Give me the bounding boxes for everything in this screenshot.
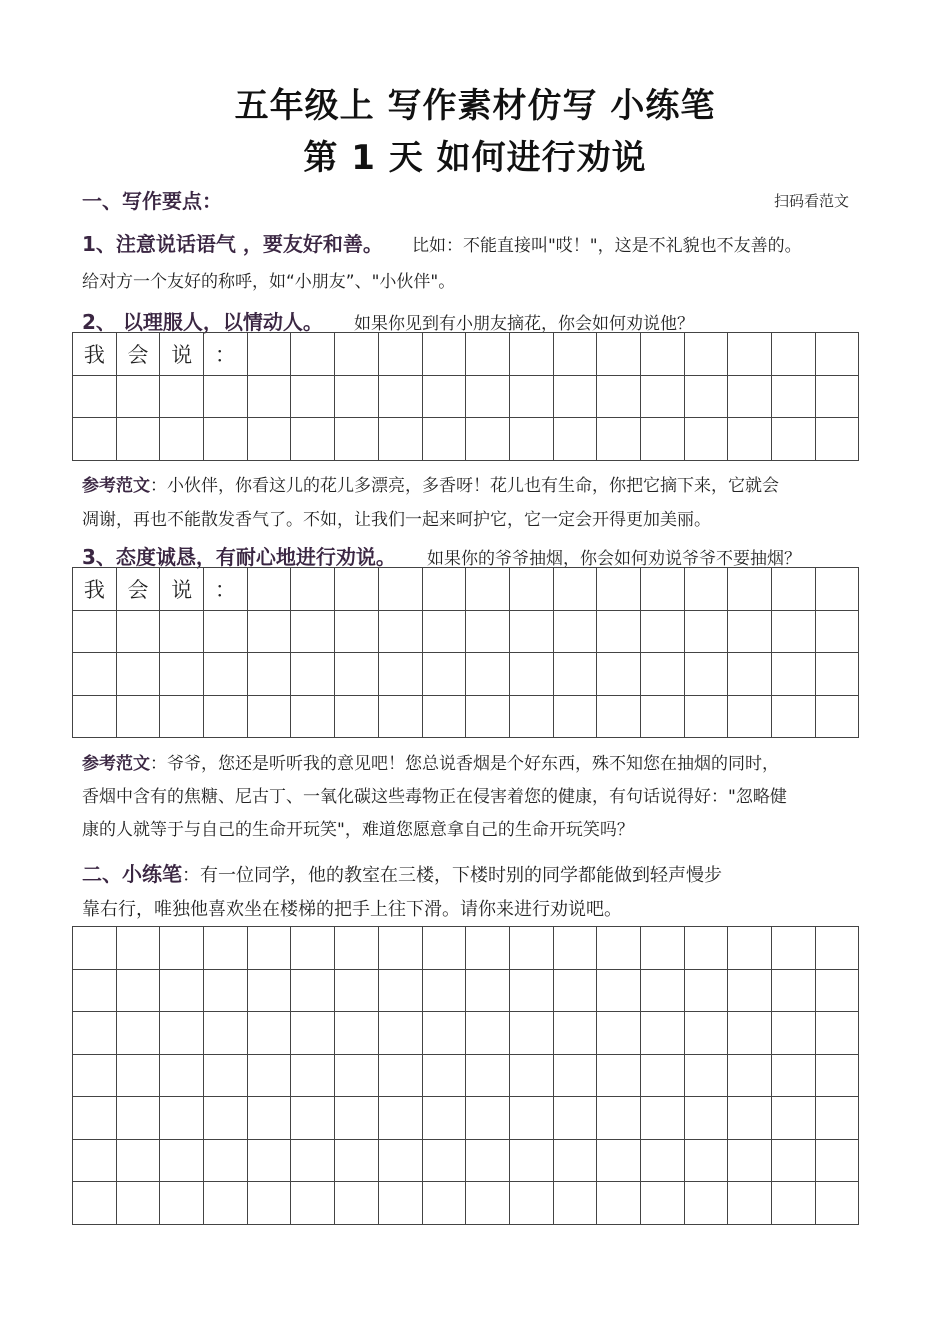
- grid-cell[interactable]: [641, 376, 685, 419]
- grid-cell[interactable]: [510, 1140, 554, 1183]
- grid-cell[interactable]: [248, 376, 292, 419]
- grid-cell[interactable]: [379, 696, 423, 739]
- writing-grid-2[interactable]: [72, 567, 859, 738]
- grid-cell[interactable]: [728, 568, 772, 611]
- grid-cell[interactable]: [466, 568, 510, 611]
- grid-cell[interactable]: [685, 1140, 729, 1183]
- grid-cell[interactable]: [685, 696, 729, 739]
- grid-cell[interactable]: [117, 1140, 161, 1183]
- grid-cell[interactable]: [160, 611, 204, 654]
- grid-cell[interactable]: [379, 1055, 423, 1098]
- grid-cell[interactable]: [335, 970, 379, 1013]
- grid-cell[interactable]: [772, 927, 816, 970]
- grid-cell[interactable]: [816, 418, 860, 461]
- grid-cell[interactable]: [772, 418, 816, 461]
- grid-cell[interactable]: [117, 970, 161, 1013]
- grid-prefix-cell: ：: [204, 333, 248, 376]
- grid-cell[interactable]: [73, 1012, 117, 1055]
- grid-cell[interactable]: [510, 1097, 554, 1140]
- grid-cell[interactable]: [510, 653, 554, 696]
- grid-cell[interactable]: [510, 418, 554, 461]
- grid-cell[interactable]: [423, 970, 467, 1013]
- grid-cell[interactable]: [597, 696, 641, 739]
- grid-prefix-cell: ：: [204, 568, 248, 611]
- grid-cell[interactable]: [423, 696, 467, 739]
- grid-cell[interactable]: [772, 1140, 816, 1183]
- grid-cell[interactable]: [73, 696, 117, 739]
- grid-cell[interactable]: [466, 1012, 510, 1055]
- grid-cell[interactable]: [685, 653, 729, 696]
- grid-cell[interactable]: [772, 1182, 816, 1225]
- grid-cell[interactable]: [73, 927, 117, 970]
- grid-cell[interactable]: [204, 1182, 248, 1225]
- grid-cell[interactable]: [641, 653, 685, 696]
- sample1-label: 参考范文: [82, 476, 150, 496]
- grid-cell[interactable]: [335, 1182, 379, 1225]
- grid-cell[interactable]: [554, 568, 598, 611]
- grid-cell[interactable]: [204, 653, 248, 696]
- grid-cell[interactable]: [73, 376, 117, 419]
- grid-cell[interactable]: [728, 927, 772, 970]
- grid-cell[interactable]: [248, 970, 292, 1013]
- grid-cell[interactable]: [204, 696, 248, 739]
- grid-cell[interactable]: [641, 1140, 685, 1183]
- grid-cell[interactable]: [597, 1097, 641, 1140]
- grid-cell[interactable]: [160, 696, 204, 739]
- grid-cell[interactable]: [510, 970, 554, 1013]
- point2: [82, 306, 694, 335]
- grid-cell[interactable]: [466, 970, 510, 1013]
- grid-cell[interactable]: [728, 970, 772, 1013]
- grid-cell[interactable]: [685, 611, 729, 654]
- grid-cell[interactable]: [423, 1012, 467, 1055]
- grid-cell[interactable]: [554, 1097, 598, 1140]
- grid-cell[interactable]: [160, 418, 204, 461]
- grid-cell[interactable]: [423, 611, 467, 654]
- grid-cell[interactable]: [554, 1140, 598, 1183]
- grid-cell[interactable]: [466, 696, 510, 739]
- grid-cell[interactable]: [641, 927, 685, 970]
- grid-cell[interactable]: [554, 1055, 598, 1098]
- grid-cell[interactable]: [204, 1055, 248, 1098]
- grid-cell[interactable]: [816, 333, 860, 376]
- grid-cell[interactable]: [335, 1055, 379, 1098]
- grid-cell[interactable]: [728, 376, 772, 419]
- grid-cell[interactable]: [291, 611, 335, 654]
- grid-cell[interactable]: [597, 1140, 641, 1183]
- grid-prefix-cell: 我: [73, 333, 117, 376]
- grid-cell[interactable]: [423, 418, 467, 461]
- grid-cell[interactable]: [117, 696, 161, 739]
- grid-cell[interactable]: [248, 696, 292, 739]
- grid-cell[interactable]: [423, 653, 467, 696]
- grid-cell[interactable]: [291, 1182, 335, 1225]
- grid-cell[interactable]: [248, 418, 292, 461]
- writing-grid-3[interactable]: [72, 926, 859, 1225]
- point1-text-continued: 给对方一个友好的称呼，如“小朋友”、"小伙伴"。: [82, 272, 456, 292]
- grid-cell[interactable]: [772, 611, 816, 654]
- grid-cell[interactable]: [597, 653, 641, 696]
- page-subtitle: 第 1 天 如何进行劝说: [303, 138, 647, 178]
- grid-cell[interactable]: [423, 1182, 467, 1225]
- grid-cell[interactable]: [73, 1140, 117, 1183]
- grid-cell[interactable]: [466, 418, 510, 461]
- grid-cell[interactable]: [816, 611, 860, 654]
- grid-cell[interactable]: [466, 1140, 510, 1183]
- grid-cell[interactable]: [379, 1182, 423, 1225]
- grid-cell[interactable]: [291, 1140, 335, 1183]
- grid-cell[interactable]: [466, 611, 510, 654]
- grid-cell[interactable]: [73, 418, 117, 461]
- grid-cell[interactable]: [772, 970, 816, 1013]
- grid-cell[interactable]: [554, 333, 598, 376]
- grid-cell[interactable]: [117, 927, 161, 970]
- point1-text: 比如：不能直接叫"哎！"，这是不礼貌也不友善的。: [411, 236, 802, 256]
- grid-cell[interactable]: [335, 376, 379, 419]
- grid-cell[interactable]: [641, 1097, 685, 1140]
- grid-cell[interactable]: [291, 927, 335, 970]
- section2-label: 二、小练笔: [82, 862, 182, 886]
- grid-cell[interactable]: [510, 611, 554, 654]
- grid-prefix-cell: 说: [160, 333, 204, 376]
- grid-cell[interactable]: [291, 418, 335, 461]
- grid-cell[interactable]: [597, 1055, 641, 1098]
- grid-cell[interactable]: [204, 1140, 248, 1183]
- grid-cell[interactable]: [248, 1182, 292, 1225]
- grid-cell[interactable]: [117, 1182, 161, 1225]
- grid-cell[interactable]: [772, 696, 816, 739]
- point2-prompt: 如果你见到有小朋友摘花，你会如何劝说他？: [353, 314, 694, 334]
- grid-cell[interactable]: [641, 1055, 685, 1098]
- grid-cell[interactable]: [772, 376, 816, 419]
- point3: [82, 541, 801, 570]
- grid-cell[interactable]: [335, 333, 379, 376]
- grid-cell[interactable]: [816, 376, 860, 419]
- grid-cell[interactable]: [160, 1182, 204, 1225]
- section2-line2: 靠右行，唯独他喜欢坐在楼梯的把手上往下滑。请你来进行劝说吧。: [82, 899, 622, 920]
- grid-cell[interactable]: [204, 1097, 248, 1140]
- grid-cell[interactable]: [248, 1012, 292, 1055]
- grid-cell[interactable]: [423, 1140, 467, 1183]
- grid-cell[interactable]: [685, 1012, 729, 1055]
- grid-cell[interactable]: [379, 970, 423, 1013]
- grid-cell[interactable]: [554, 1182, 598, 1225]
- grid-cell[interactable]: [117, 376, 161, 419]
- grid-cell[interactable]: [379, 611, 423, 654]
- grid-cell[interactable]: [685, 418, 729, 461]
- grid-cell[interactable]: [423, 927, 467, 970]
- grid-cell[interactable]: [685, 927, 729, 970]
- grid-cell[interactable]: [641, 568, 685, 611]
- section2-line1: [82, 858, 722, 892]
- grid-cell[interactable]: [291, 1097, 335, 1140]
- sample2-line3: 康的人就等于与自己的生命开玩笑"，难道您愿意拿自己的生命开玩笑吗？: [82, 820, 634, 840]
- grid-cell[interactable]: [597, 418, 641, 461]
- grid-cell[interactable]: [772, 1055, 816, 1098]
- grid-cell[interactable]: [597, 376, 641, 419]
- grid-cell[interactable]: [204, 611, 248, 654]
- grid-cell[interactable]: [554, 611, 598, 654]
- grid-cell[interactable]: [160, 1012, 204, 1055]
- grid-cell[interactable]: [728, 1012, 772, 1055]
- grid-cell[interactable]: [248, 611, 292, 654]
- grid-cell[interactable]: [510, 376, 554, 419]
- grid-cell[interactable]: [510, 1012, 554, 1055]
- grid-cell[interactable]: [772, 653, 816, 696]
- grid-cell[interactable]: [685, 1097, 729, 1140]
- grid-cell[interactable]: [728, 1182, 772, 1225]
- grid-prefix-cell: 我: [73, 568, 117, 611]
- grid-cell[interactable]: [423, 376, 467, 419]
- grid-cell[interactable]: [641, 1012, 685, 1055]
- sample2-line2: 香烟中含有的焦糖、尼古丁、一氧化碳这些毒物正在侵害着您的健康，有句话说得好："忽略健: [82, 787, 787, 807]
- grid-cell[interactable]: [379, 418, 423, 461]
- grid-cell[interactable]: [466, 653, 510, 696]
- grid-cell[interactable]: [291, 696, 335, 739]
- grid-cell[interactable]: [248, 1097, 292, 1140]
- grid-cell[interactable]: [291, 970, 335, 1013]
- grid-cell[interactable]: [204, 418, 248, 461]
- grid-cell[interactable]: [685, 376, 729, 419]
- point3-heading: 3、态度诚恳，有耐心地进行劝说。: [82, 545, 396, 569]
- grid-cell[interactable]: [466, 1097, 510, 1140]
- grid-cell[interactable]: [597, 333, 641, 376]
- point2-heading: 2、 以理服人，以情动人。: [82, 310, 323, 334]
- grid-cell[interactable]: [728, 696, 772, 739]
- grid-cell[interactable]: [816, 970, 860, 1013]
- grid-cell[interactable]: [772, 333, 816, 376]
- grid-cell[interactable]: [291, 568, 335, 611]
- grid-cell[interactable]: [510, 1055, 554, 1098]
- grid-cell[interactable]: [510, 568, 554, 611]
- grid-cell[interactable]: [248, 1055, 292, 1098]
- grid-cell[interactable]: [335, 696, 379, 739]
- grid-cell[interactable]: [423, 1055, 467, 1098]
- grid-cell[interactable]: [554, 970, 598, 1013]
- grid-cell[interactable]: [685, 1055, 729, 1098]
- grid-cell[interactable]: [335, 1012, 379, 1055]
- section2-text1: ：有一位同学，他的教室在三楼，下楼时别的同学都能做到轻声慢步: [182, 865, 722, 886]
- grid-cell[interactable]: [728, 611, 772, 654]
- grid-cell[interactable]: [510, 927, 554, 970]
- point3-prompt: 如果你的爷爷抽烟，你会如何劝说爷爷不要抽烟？: [427, 549, 802, 569]
- grid-cell[interactable]: [117, 1097, 161, 1140]
- grid-cell[interactable]: [772, 1097, 816, 1140]
- grid-cell[interactable]: [291, 653, 335, 696]
- grid-cell[interactable]: [291, 1012, 335, 1055]
- grid-cell[interactable]: [685, 970, 729, 1013]
- grid-cell[interactable]: [423, 1097, 467, 1140]
- grid-cell[interactable]: [73, 970, 117, 1013]
- grid-cell[interactable]: [466, 927, 510, 970]
- grid-cell[interactable]: [291, 376, 335, 419]
- grid-cell[interactable]: [772, 1012, 816, 1055]
- grid-cell[interactable]: [816, 1055, 860, 1098]
- grid-cell[interactable]: [641, 333, 685, 376]
- grid-cell[interactable]: [641, 696, 685, 739]
- grid-cell[interactable]: [816, 1097, 860, 1140]
- grid-prefix-cell: 说: [160, 568, 204, 611]
- grid-cell[interactable]: [641, 970, 685, 1013]
- grid-cell[interactable]: [816, 927, 860, 970]
- grid-cell[interactable]: [641, 611, 685, 654]
- grid-cell[interactable]: [160, 970, 204, 1013]
- grid-cell[interactable]: [73, 653, 117, 696]
- grid-cell[interactable]: [291, 1055, 335, 1098]
- grid-cell[interactable]: [597, 611, 641, 654]
- grid-cell[interactable]: [510, 1182, 554, 1225]
- grid-cell[interactable]: [117, 611, 161, 654]
- grid-cell[interactable]: [816, 568, 860, 611]
- section1-heading: 一、写作要点：: [82, 189, 222, 213]
- sample1-line1: [82, 471, 779, 496]
- grid-cell[interactable]: [728, 1097, 772, 1140]
- grid-cell[interactable]: [554, 696, 598, 739]
- grid-cell[interactable]: [554, 1012, 598, 1055]
- grid-cell[interactable]: [379, 376, 423, 419]
- grid-cell[interactable]: [554, 376, 598, 419]
- grid-cell[interactable]: [728, 653, 772, 696]
- grid-cell[interactable]: [335, 653, 379, 696]
- grid-cell[interactable]: [335, 1140, 379, 1183]
- grid-cell[interactable]: [379, 1012, 423, 1055]
- grid-cell[interactable]: [248, 653, 292, 696]
- grid-cell[interactable]: [117, 418, 161, 461]
- grid-cell[interactable]: [728, 1055, 772, 1098]
- sample2-text1: ：爷爷，您还是听听我的意见吧！您总说香烟是个好东西，殊不知您在抽烟的同时，: [150, 754, 779, 774]
- grid-cell[interactable]: [641, 418, 685, 461]
- point1: [82, 228, 802, 257]
- grid-cell[interactable]: [772, 568, 816, 611]
- sample1-text1: ：小伙伴，你看这儿的花儿多漂亮，多香呀！花儿也有生命，你把它摘下来，它就会: [150, 476, 779, 496]
- grid-cell[interactable]: [160, 1140, 204, 1183]
- grid-cell[interactable]: [466, 1182, 510, 1225]
- grid-cell[interactable]: [248, 1140, 292, 1183]
- grid-cell[interactable]: [816, 696, 860, 739]
- writing-grid-1[interactable]: [72, 332, 859, 461]
- grid-cell[interactable]: [728, 333, 772, 376]
- grid-cell[interactable]: [685, 568, 729, 611]
- grid-cell[interactable]: [248, 568, 292, 611]
- grid-cell[interactable]: [160, 653, 204, 696]
- grid-cell[interactable]: [379, 1097, 423, 1140]
- grid-cell[interactable]: [379, 653, 423, 696]
- grid-cell[interactable]: [291, 333, 335, 376]
- grid-cell[interactable]: [423, 568, 467, 611]
- grid-cell[interactable]: [248, 333, 292, 376]
- grid-cell[interactable]: [597, 568, 641, 611]
- grid-cell[interactable]: [73, 1055, 117, 1098]
- grid-cell[interactable]: [510, 333, 554, 376]
- grid-cell[interactable]: [335, 611, 379, 654]
- grid-cell[interactable]: [160, 1097, 204, 1140]
- grid-cell[interactable]: [379, 568, 423, 611]
- grid-cell[interactable]: [335, 927, 379, 970]
- grid-cell[interactable]: [510, 696, 554, 739]
- grid-cell[interactable]: [597, 1182, 641, 1225]
- grid-cell[interactable]: [160, 376, 204, 419]
- grid-cell[interactable]: [816, 1182, 860, 1225]
- grid-cell[interactable]: [597, 927, 641, 970]
- grid-cell[interactable]: [73, 611, 117, 654]
- grid-cell[interactable]: [379, 1140, 423, 1183]
- grid-cell[interactable]: [73, 1097, 117, 1140]
- grid-cell[interactable]: [597, 1012, 641, 1055]
- grid-cell[interactable]: [466, 1055, 510, 1098]
- grid-cell[interactable]: [728, 1140, 772, 1183]
- grid-cell[interactable]: [204, 1012, 248, 1055]
- grid-cell[interactable]: [117, 653, 161, 696]
- sample2-line1: [82, 749, 779, 774]
- grid-cell[interactable]: [554, 927, 598, 970]
- grid-cell[interactable]: [204, 927, 248, 970]
- grid-cell[interactable]: [379, 927, 423, 970]
- grid-cell[interactable]: [379, 333, 423, 376]
- grid-cell[interactable]: [466, 333, 510, 376]
- grid-cell[interactable]: [554, 653, 598, 696]
- grid-cell[interactable]: [466, 376, 510, 419]
- page-title: 五年级上 写作素材仿写 小练笔: [234, 86, 716, 126]
- grid-cell[interactable]: [117, 1012, 161, 1055]
- grid-cell[interactable]: [248, 927, 292, 970]
- grid-cell[interactable]: [816, 653, 860, 696]
- grid-cell[interactable]: [335, 418, 379, 461]
- grid-prefix-cell: 会: [117, 568, 161, 611]
- grid-cell[interactable]: [160, 1055, 204, 1098]
- grid-cell[interactable]: [204, 970, 248, 1013]
- grid-cell[interactable]: [816, 1140, 860, 1183]
- qr-label: 扫码看范文: [774, 192, 850, 210]
- sample1-line2: 凋谢，再也不能散发香气了。不如，让我们一起来呵护它，它一定会开得更加美丽。: [82, 510, 711, 530]
- grid-cell[interactable]: [554, 418, 598, 461]
- grid-cell[interactable]: [204, 376, 248, 419]
- grid-cell[interactable]: [160, 927, 204, 970]
- grid-cell[interactable]: [816, 1012, 860, 1055]
- grid-cell[interactable]: [685, 333, 729, 376]
- grid-cell[interactable]: [641, 1182, 685, 1225]
- grid-prefix-cell: 会: [117, 333, 161, 376]
- grid-cell[interactable]: [685, 1182, 729, 1225]
- grid-cell[interactable]: [423, 333, 467, 376]
- grid-cell[interactable]: [728, 418, 772, 461]
- grid-cell[interactable]: [335, 1097, 379, 1140]
- sample2-label: 参考范文: [82, 754, 150, 774]
- grid-cell[interactable]: [597, 970, 641, 1013]
- grid-cell[interactable]: [73, 1182, 117, 1225]
- point1-heading: 1、注意说话语气 ，要友好和善。: [82, 232, 383, 256]
- grid-cell[interactable]: [335, 568, 379, 611]
- grid-cell[interactable]: [117, 1055, 161, 1098]
